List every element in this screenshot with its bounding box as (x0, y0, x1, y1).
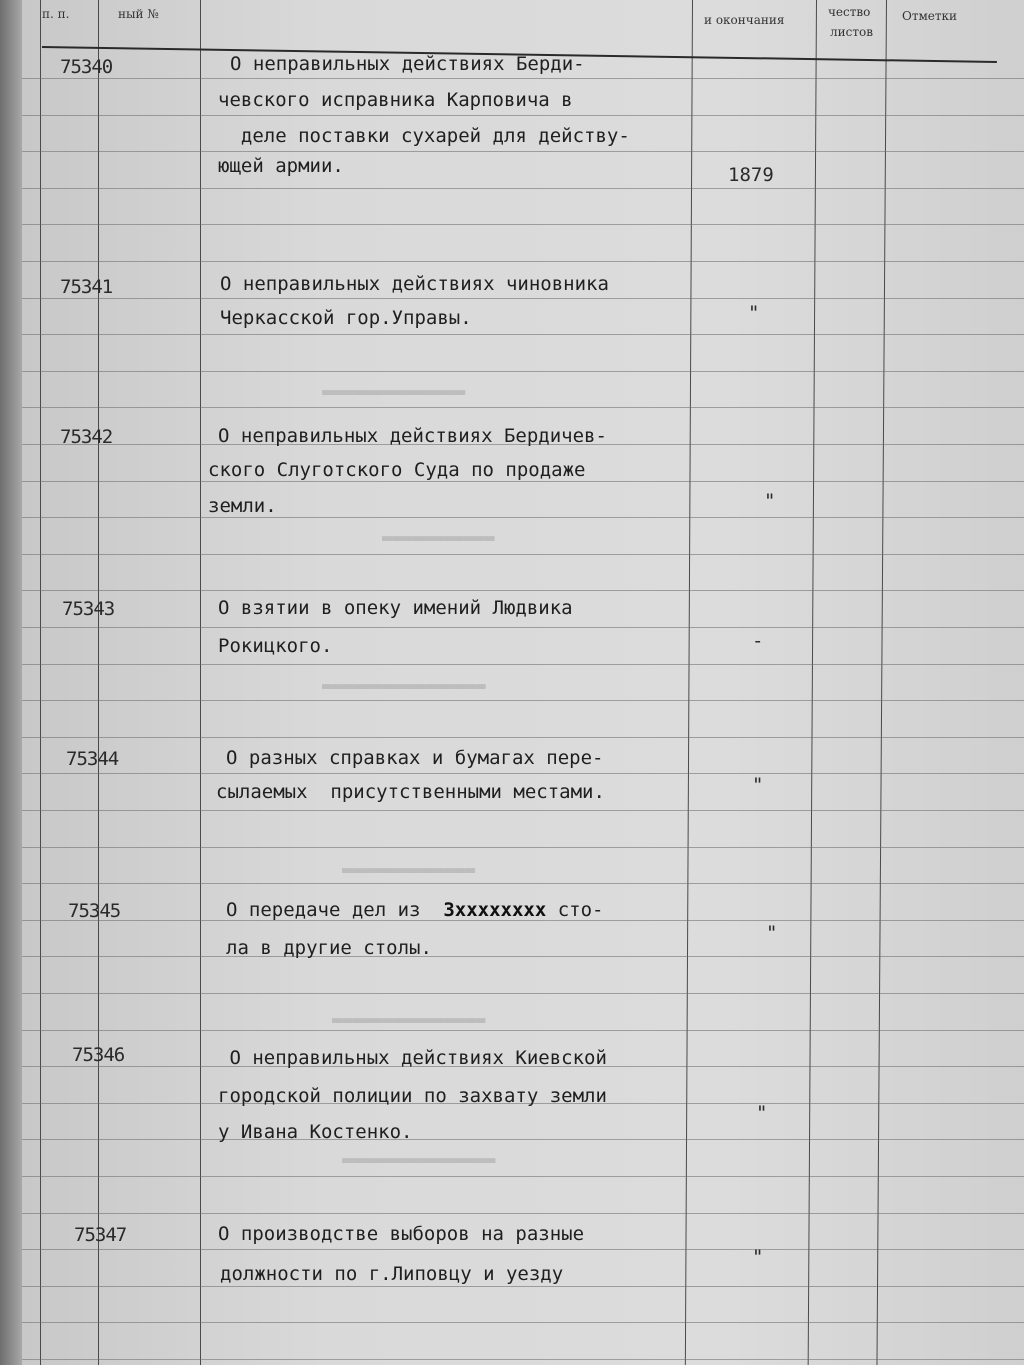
column-rule-3 (200, 0, 201, 1365)
entry-number: 75346 (72, 1044, 125, 1066)
entry-line (226, 892, 604, 928)
bleed-through: ▬▬▬▬▬▬▬▬▬▬▬▬▬▬ (322, 382, 466, 402)
column-rule-4 (685, 0, 693, 1365)
entry-line: О производстве выборов на разные (218, 1223, 585, 1245)
ruled-line (22, 956, 1024, 957)
entry-number: 75344 (66, 748, 119, 770)
bleed-through: ▬▬▬▬▬▬▬▬▬▬▬▬▬ (342, 860, 476, 880)
page-edge (0, 0, 22, 1365)
ruled-line (22, 847, 1024, 848)
register-page (22, 0, 1024, 1365)
entry-ditto: " (752, 1246, 764, 1268)
ruled-line (22, 627, 1024, 628)
entry-line: земли. (208, 495, 277, 517)
entry-ditto: " (764, 490, 776, 512)
entry-line: О взятии в опеку имений Людвика (218, 597, 573, 619)
entry-ditto: " (766, 922, 778, 944)
ruled-line (22, 1322, 1024, 1323)
entry-line: чевского исправника Карповича в (218, 89, 573, 111)
entry-number: 75340 (60, 56, 113, 78)
entry-line-part: О передаче дел из (226, 899, 444, 921)
ruled-line (22, 737, 1024, 738)
header-col-sheets-a: чество (828, 5, 871, 19)
entry-line: ющей армии. (218, 155, 344, 177)
struck-out-word: Зхххххххх (443, 899, 547, 921)
header-col-index: п. п. (42, 7, 70, 21)
bleed-through: ▬▬▬▬▬▬▬▬▬▬▬▬▬▬▬ (332, 1010, 486, 1030)
header-col-dates: и окончания (704, 13, 785, 27)
column-rule-5 (808, 0, 817, 1365)
entry-dash: - (752, 630, 764, 652)
ruled-line (22, 188, 1024, 189)
ruled-line (22, 700, 1024, 701)
entry-line: О разных справках и бумагах пере- (226, 747, 604, 769)
ruled-line (22, 371, 1024, 372)
entry-ditto: " (748, 302, 760, 324)
entry-line: Рокицкого. (218, 635, 333, 657)
ruled-line (22, 1176, 1024, 1177)
ruled-line (22, 517, 1024, 518)
ruled-line (22, 664, 1024, 665)
ruled-line (22, 1213, 1024, 1214)
entry-line: О неправильных действиях чиновника (220, 273, 609, 295)
entry-line: городской полиции по захвату земли (218, 1085, 607, 1107)
ruled-line (22, 883, 1024, 884)
entry-line: О неправильных действиях Киевской (218, 1047, 607, 1069)
ruled-line (22, 810, 1024, 811)
column-rule-2 (98, 0, 99, 1365)
column-rule-1 (40, 0, 41, 1365)
ruled-line (22, 1030, 1024, 1031)
ruled-line (22, 993, 1024, 994)
entry-line: должности по г.Липовцу и уезду (220, 1263, 564, 1285)
ruled-line (22, 1359, 1024, 1360)
entry-line: Черкасской гор.Управы. (220, 307, 472, 329)
ruled-line (22, 1139, 1024, 1140)
bleed-through: ▬▬▬▬▬▬▬▬▬▬▬ (382, 528, 495, 548)
header-col-notes: Отметки (902, 9, 958, 23)
ruled-line (22, 407, 1024, 408)
ruled-line (22, 334, 1024, 335)
entry-number: 75345 (68, 900, 121, 922)
header-col-sheets-b: листов (830, 25, 873, 39)
entry-year: 1879 (728, 164, 774, 186)
entry-line: О неправильных действиях Берди- (230, 53, 585, 75)
entry-number: 75347 (74, 1224, 127, 1246)
entry-line: у Ивана Костенко. (218, 1121, 413, 1143)
entry-line: деле поставки сухарей для действу- (218, 125, 630, 147)
entry-number: 75342 (60, 426, 113, 448)
entry-line: сылаемых присутственными местами. (216, 781, 605, 803)
ruled-line (22, 261, 1024, 262)
bleed-through: ▬▬▬▬▬▬▬▬▬▬▬▬▬▬▬▬ (322, 676, 486, 696)
entry-ditto: " (752, 774, 764, 796)
entry-line: О неправильных действиях Бердичев- (218, 425, 607, 447)
ruled-line (22, 554, 1024, 555)
entry-ditto: " (756, 1102, 768, 1124)
ruled-line (22, 224, 1024, 225)
entry-line-part: сто- (546, 899, 604, 921)
entry-line: ла в другие столы. (226, 937, 432, 959)
header-col-number: ный № (118, 7, 159, 21)
bleed-through: ▬▬▬▬▬▬▬▬▬▬▬▬▬▬▬ (342, 1150, 496, 1170)
entry-number: 75343 (62, 598, 115, 620)
entry-number: 75341 (60, 276, 113, 298)
entry-line: ского Слуготского Суда по продаже (208, 459, 586, 481)
column-rule-6 (876, 0, 887, 1365)
